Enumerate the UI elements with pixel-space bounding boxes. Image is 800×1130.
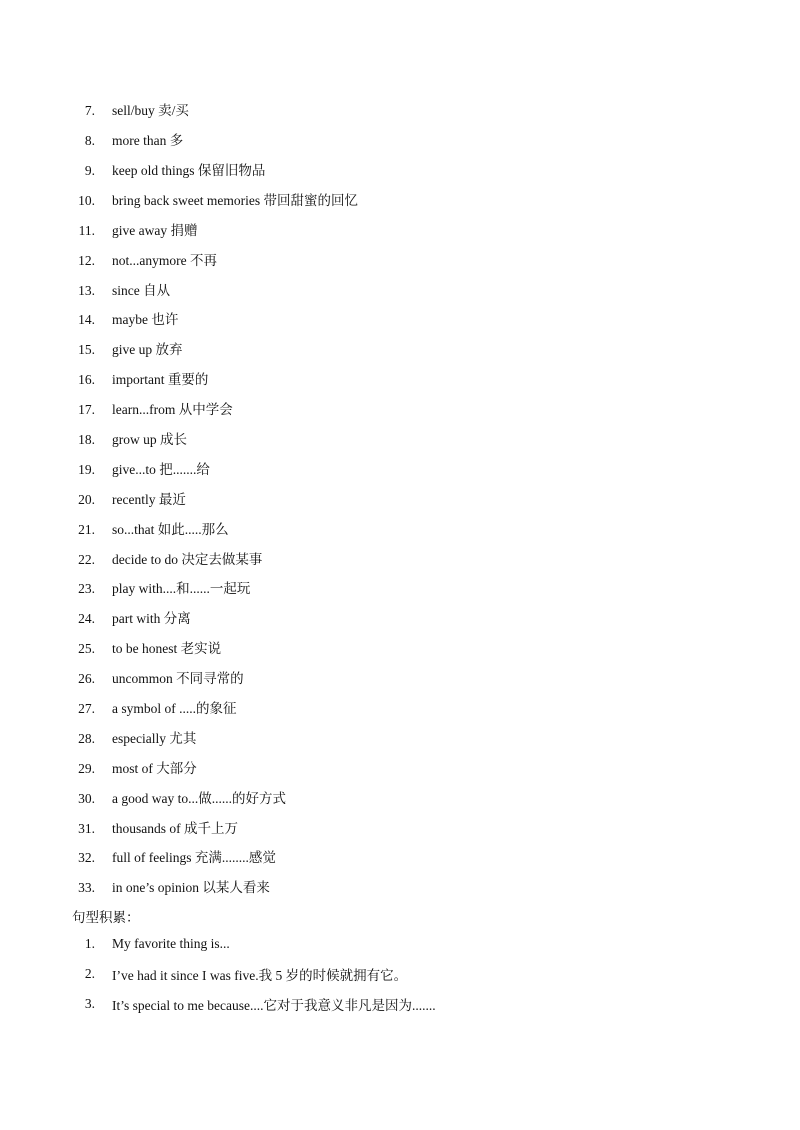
- vocab-item: [0, 156, 800, 186]
- item-text: since 自从: [112, 282, 171, 298]
- item-number: 24.: [78, 611, 95, 627]
- vocab-item: [0, 783, 800, 813]
- item-number: 12.: [78, 252, 95, 268]
- vocab-item: [0, 694, 800, 724]
- item-number: 31.: [78, 820, 95, 836]
- vocab-item: [0, 604, 800, 634]
- vocab-item: [0, 126, 800, 156]
- item-number: 8.: [84, 133, 95, 149]
- item-number: 19.: [78, 461, 95, 477]
- section-title: 句型积累：: [72, 910, 140, 925]
- item-text: recently 最近: [112, 491, 186, 507]
- vocab-item: [0, 664, 800, 694]
- vocab-item: [0, 455, 800, 485]
- item-text: more than 多: [112, 133, 184, 149]
- vocab-item: [0, 754, 800, 784]
- item-number: 20.: [78, 491, 95, 507]
- item-number: 17.: [78, 402, 95, 418]
- sentence-list: [0, 929, 800, 1019]
- sentence-item: [0, 929, 800, 959]
- vocab-item: [0, 186, 800, 216]
- item-number: 21.: [78, 521, 95, 537]
- item-text: I’ve had it since I was five.我 5 岁的时候就拥有它。: [112, 968, 408, 983]
- sentence-item: [0, 989, 800, 1019]
- item-text: a good way to...做......的好方式: [112, 790, 286, 806]
- item-text: give away 捐赠: [112, 222, 198, 238]
- item-text: uncommon 不同寻常的: [112, 671, 244, 687]
- item-text: to be honest 老实说: [112, 641, 222, 657]
- item-number: 14.: [78, 312, 95, 328]
- item-number: 29.: [78, 760, 95, 776]
- item-number: 15.: [78, 342, 95, 358]
- item-text: give up 放弃: [112, 342, 183, 358]
- item-text: most of 大部分: [112, 760, 197, 776]
- item-text: important 重要的: [112, 372, 209, 388]
- item-text: not...anymore 不再: [112, 252, 217, 268]
- vocab-item: [0, 843, 800, 873]
- item-text: maybe 也许: [112, 312, 179, 328]
- item-text: My favorite thing is...: [112, 936, 230, 951]
- vocabulary-list: [0, 96, 800, 903]
- item-text: thousands of 成千上万: [112, 820, 238, 836]
- item-text: bring back sweet memories 带回甜蜜的回忆: [112, 192, 358, 208]
- item-number: 18.: [78, 431, 95, 447]
- item-text: grow up 成长: [112, 431, 187, 447]
- item-number: 13.: [78, 282, 95, 298]
- item-number: 33.: [78, 880, 95, 896]
- item-text: in one’s opinion 以某人看来: [112, 880, 270, 896]
- vocab-item: [0, 395, 800, 425]
- vocab-item: [0, 216, 800, 246]
- vocab-item: [0, 574, 800, 604]
- item-text: full of feelings 充满........感觉: [112, 850, 276, 866]
- vocab-item: [0, 813, 800, 843]
- item-number: 23.: [78, 581, 95, 597]
- vocab-item: [0, 724, 800, 754]
- item-number: 3.: [84, 996, 95, 1011]
- vocab-item: [0, 275, 800, 305]
- sentence-item: [0, 959, 800, 989]
- item-text: decide to do 决定去做某事: [112, 551, 263, 567]
- item-number: 2.: [84, 966, 95, 981]
- item-number: 27.: [78, 701, 95, 716]
- vocab-item: [0, 485, 800, 515]
- item-number: 10.: [78, 192, 95, 208]
- item-text: give...to 把.......给: [112, 461, 210, 477]
- item-text: play with....和......一起玩: [112, 581, 251, 597]
- vocab-item: [0, 305, 800, 335]
- vocab-item: [0, 514, 800, 544]
- item-number: 22.: [78, 551, 95, 567]
- vocab-item: [0, 96, 800, 126]
- vocab-item: [0, 335, 800, 365]
- item-text: sell/buy 卖/买: [112, 103, 189, 119]
- item-number: 1.: [84, 936, 95, 951]
- item-text: a symbol of .....的象征: [112, 701, 237, 716]
- item-text: It’s special to me because....它对于我意义非凡是因为.......: [112, 998, 436, 1013]
- item-number: 11.: [78, 222, 95, 238]
- item-number: 28.: [78, 730, 95, 746]
- item-number: 7.: [84, 103, 95, 119]
- vocab-item: [0, 425, 800, 455]
- item-text: part with 分离: [112, 611, 191, 627]
- item-number: 25.: [78, 641, 95, 657]
- item-number: 30.: [78, 790, 95, 806]
- item-number: 16.: [78, 372, 95, 388]
- item-number: 9.: [84, 162, 95, 178]
- vocab-item: [0, 873, 800, 903]
- vocab-item: [0, 634, 800, 664]
- vocab-item: [0, 245, 800, 275]
- vocab-item: [0, 365, 800, 395]
- vocab-item: [0, 544, 800, 574]
- item-text: keep old things 保留旧物品: [112, 162, 266, 178]
- item-text: learn...from 从中学会: [112, 402, 233, 418]
- item-number: 32.: [78, 850, 95, 866]
- item-number: 26.: [78, 671, 95, 687]
- item-text: especially 尤其: [112, 730, 197, 746]
- item-text: so...that 如此.....那么: [112, 521, 229, 537]
